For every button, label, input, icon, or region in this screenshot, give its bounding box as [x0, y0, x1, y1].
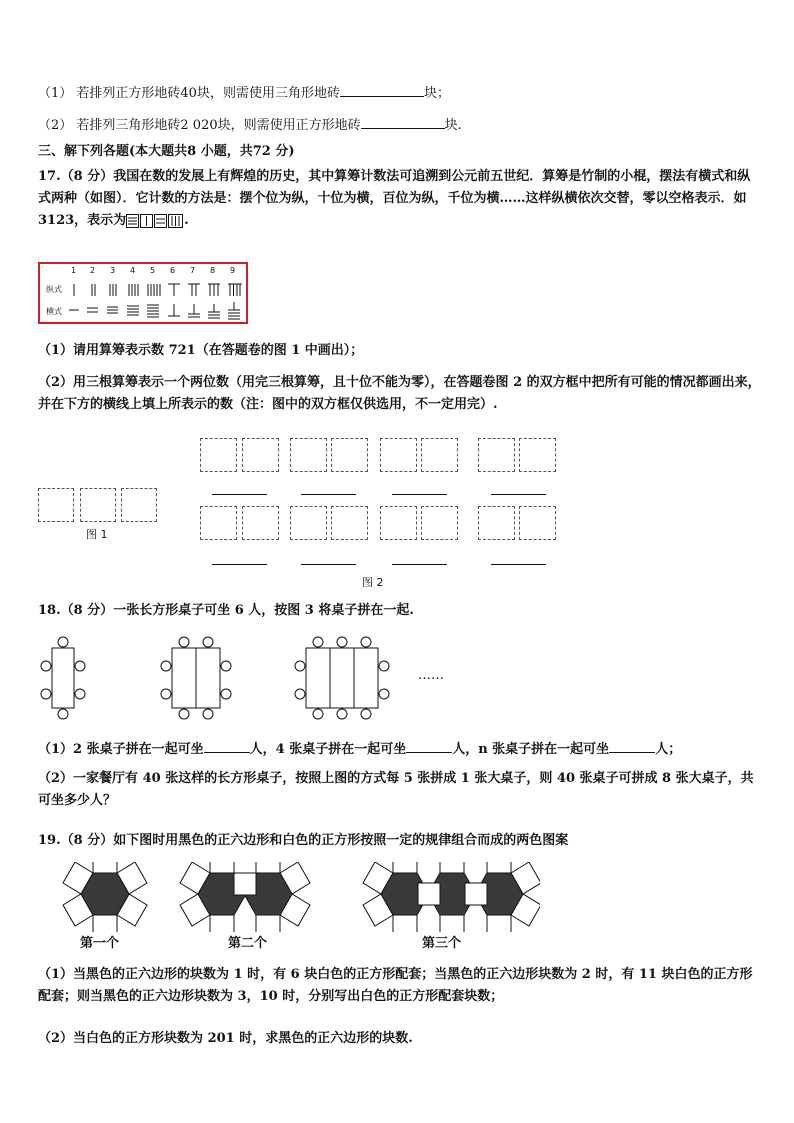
row-label-vertical: 纵式 — [46, 285, 62, 294]
hexagon-pattern-figure — [60, 862, 540, 932]
q17-intro: 17.（8 分）我国在数的发展上有辉煌的历史，其中算筹计数法可追溯到公元前五世纪．算筹是竹制的小棍，摆法有横式和纵式两种（如图）．它计数的方法是：摆个位为纵，十位为横，百位为纵，千位为横……这样纵横依次交替，零以空格表示．如 3123，表示为 . — [38, 169, 751, 228]
answer-line[interactable] — [491, 564, 546, 565]
answer-blank[interactable] — [609, 738, 655, 753]
pattern-label-2: 第二个 — [228, 936, 268, 951]
answer-line[interactable] — [392, 564, 447, 565]
digit-label: 3 — [110, 266, 116, 275]
answer-line[interactable] — [392, 494, 447, 495]
rod-glyphs — [68, 280, 246, 322]
answer-box[interactable] — [242, 506, 279, 540]
digit-label: 7 — [190, 266, 196, 275]
answer-box[interactable] — [121, 488, 157, 522]
answer-line[interactable] — [301, 494, 356, 495]
ellipsis: …… — [418, 668, 444, 683]
digit-label: 5 — [150, 266, 156, 275]
digit-label: 1 — [71, 266, 77, 275]
answer-box[interactable] — [80, 488, 116, 522]
pattern-label-3: 第三个 — [422, 936, 462, 951]
answer-box[interactable] — [242, 438, 279, 472]
figure-caption: 图 2 — [362, 576, 384, 589]
answer-line[interactable] — [491, 494, 546, 495]
answer-box[interactable] — [478, 438, 515, 472]
figure-caption: 图 1 — [86, 528, 108, 541]
answer-line[interactable] — [212, 564, 267, 565]
digit-label: 9 — [230, 266, 236, 275]
q18-part2: （2）一家餐厅有 40 张这样的长方形桌子，按照上图的方式每 5 张拼成 1 张大桌子，则 40 张桌子可拼成 8 张大桌子，共可坐多少人？ — [38, 771, 754, 808]
answer-box[interactable] — [421, 506, 458, 540]
q17-part2: （2）用三根算筹表示一个两位数（用完三根算筹，且十位不能为零），在答题卷图 2 的双方框中把所有可能的情况都画出来，并在下方的横线上填上所表示的数（注：图中的双方框仅供选用，不一定用完）. — [38, 375, 761, 412]
digit-label: 6 — [170, 266, 176, 275]
answer-box[interactable] — [478, 506, 515, 540]
digit-label: 4 — [130, 266, 136, 275]
answer-line[interactable] — [301, 564, 356, 565]
q19-part2: （2）当白色的正方形块数为 201 时，求黑色的正六边形的块数. — [38, 1031, 413, 1046]
digit-label: 8 — [210, 266, 216, 275]
answer-box[interactable] — [331, 506, 368, 540]
answer-box[interactable] — [200, 506, 237, 540]
q19-part1: （1）当黑色的正六边形的块数为 1 时，有 6 块白色的正方形配套；当黑色的正六边形块数为 2 时，有 11 块白色的正方形配套；则当黑色的正六边形块数为 3，10 时，分别写出白色的正方形配套块数； — [38, 967, 753, 1004]
answer-box[interactable] — [380, 506, 417, 540]
pattern-label-1: 第一个 — [80, 936, 120, 951]
answer-line[interactable] — [212, 494, 267, 495]
section-title: 三、解下列各题(本大题共8 小题，共72 分) — [38, 144, 295, 159]
rod-example-3123 — [126, 213, 184, 229]
q16-part1: （1） 若排列正方形地砖40块，则需使用三角形地砖 块； — [38, 82, 763, 104]
answer-blank[interactable] — [361, 114, 445, 129]
q18-part1: （1）2 张桌子拼在一起可坐 人，4 张桌子拼在一起可坐 人，n 张桌子拼在一起可坐 人； — [38, 738, 763, 760]
q19-intro: 19.（8 分）如下图时用黑色的正六边形和白色的正方形按照一定的规律组合而成的两色图案 — [38, 833, 569, 848]
answer-box[interactable] — [38, 488, 74, 522]
answer-box[interactable] — [200, 438, 237, 472]
answer-box[interactable] — [290, 506, 327, 540]
answer-blank[interactable] — [340, 82, 424, 97]
q16-part2: （2） 若排列三角形地砖2 020块，则需使用正方形地砖 块. — [38, 114, 763, 136]
digit-label: 2 — [90, 266, 96, 275]
answer-box[interactable] — [380, 438, 417, 472]
q17-part1: （1）请用算筹表示数 721（在答题卷的图 1 中画出）； — [38, 343, 364, 358]
q18-intro: 18.（8 分）一张长方形桌子可坐 6 人，按图 3 将桌子拼在一起. — [38, 603, 414, 618]
answer-box[interactable] — [421, 438, 458, 472]
answer-box[interactable] — [290, 438, 327, 472]
rod-numeral-table — [38, 262, 248, 324]
row-label-horizontal: 横式 — [46, 307, 62, 316]
answer-box[interactable] — [331, 438, 368, 472]
answer-box[interactable] — [519, 438, 556, 472]
answer-blank[interactable] — [204, 738, 250, 753]
answer-box[interactable] — [519, 506, 556, 540]
answer-blank[interactable] — [406, 738, 452, 753]
table-arrangement-figure — [36, 636, 456, 724]
